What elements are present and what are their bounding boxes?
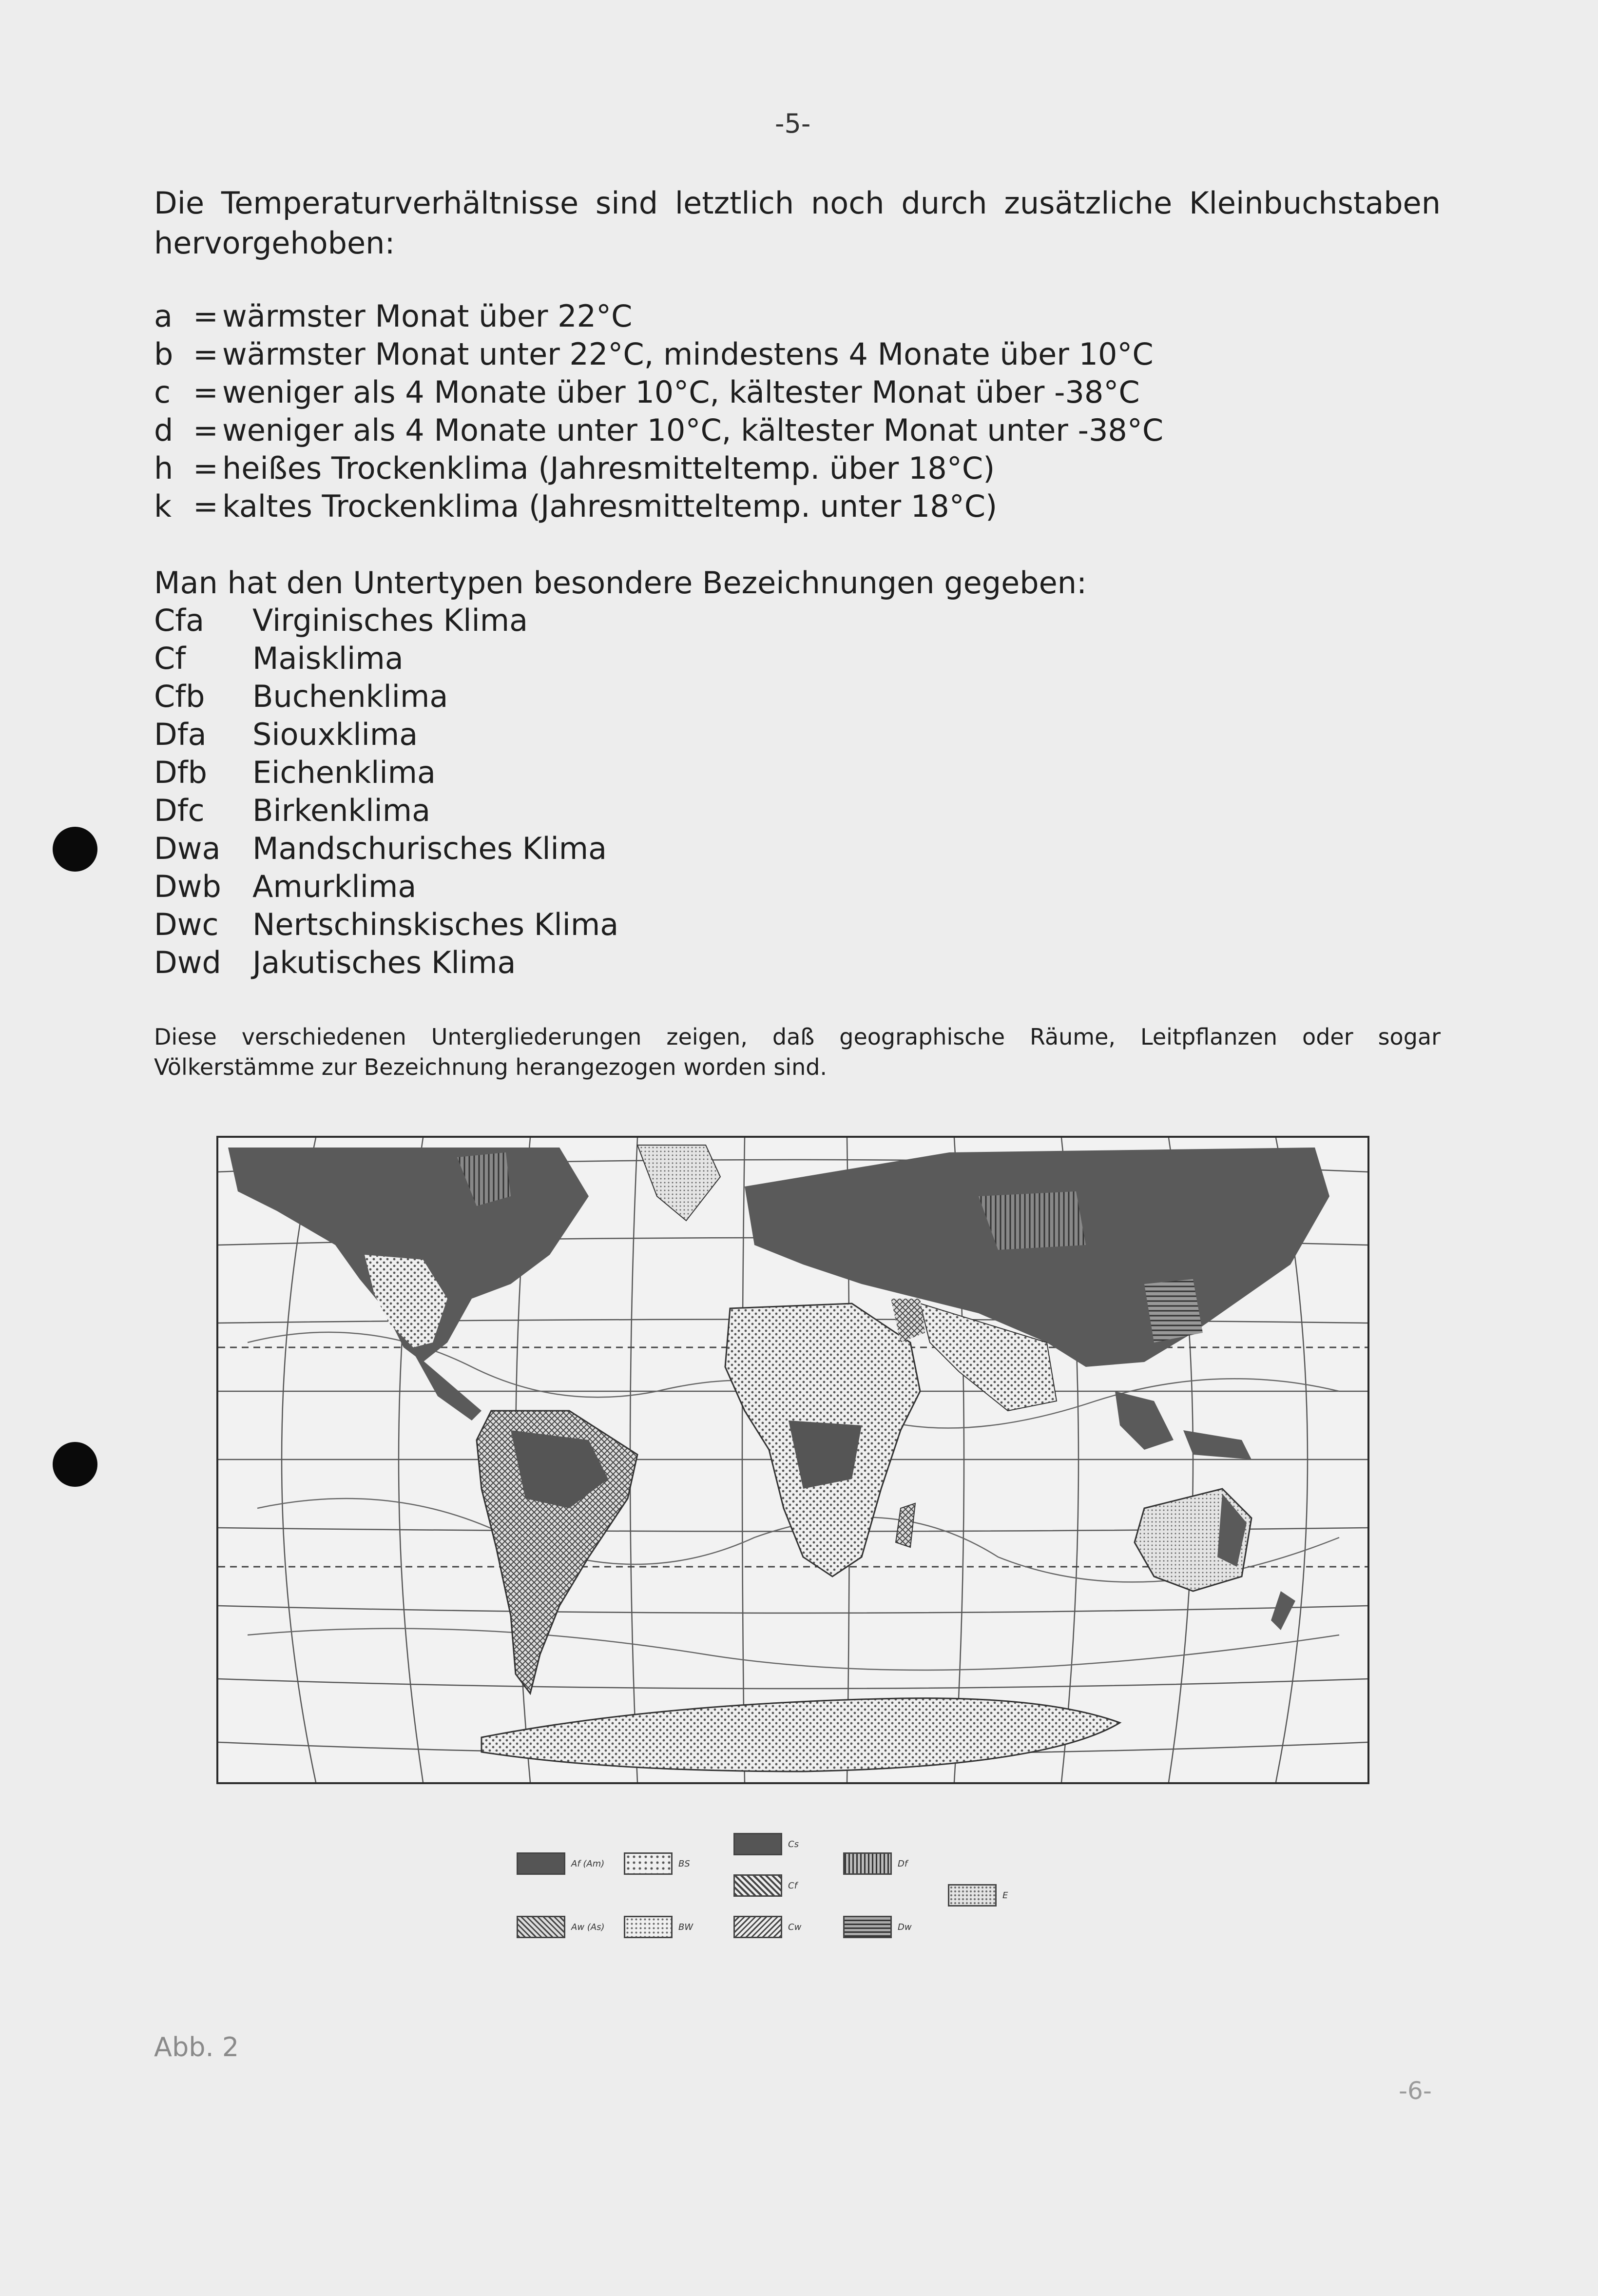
subtype-code: Dfa [154,717,207,752]
subtype-code: Dwb [154,869,221,904]
legend-label: Cf [788,1880,797,1891]
subtype-row [154,640,618,678]
subtype-code: Cfa [154,603,205,638]
legend-label: Af (Am) [571,1858,605,1869]
legend-swatch [948,1884,997,1907]
legend-item [517,1916,605,1938]
definition-key: d [154,412,173,448]
page-number: -5- [775,108,811,139]
legend-swatch [843,1916,892,1938]
definition-text: wärmster Monat über 22°C [222,298,633,334]
legend-item [843,1916,912,1938]
definition-row [154,335,1163,373]
subtype-code: Cf [154,641,186,676]
subtype-row [154,716,618,754]
subtypes-heading: Man hat den Untertypen besondere Bezeichnungen gegeben: [154,565,1087,601]
subtype-name: Siouxklima [252,717,418,752]
definition-list [154,297,1163,525]
subtype-name: Buchenklima [252,679,448,714]
definition-key: a [154,298,173,334]
legend-label: BW [678,1922,693,1932]
legend-label: Cs [788,1839,799,1849]
definition-key: c [154,374,171,410]
definition-row [154,373,1163,411]
definition-key: k [154,488,172,524]
note-paragraph: Diese verschiedenen Untergliederungen zeigen, daß geographische Räume, Leitpflanzen oder sogar Völkerstämme zur Bezeichnung herangezogen worden sind. [154,1024,1441,1080]
legend-item [733,1916,801,1938]
subtype-code: Dwa [154,831,221,866]
definition-equals: = [193,450,218,486]
subtype-name: Eichenklima [252,755,436,790]
definition-text: heißes Trockenklima (Jahresmitteltemp. über 18°C) [222,450,995,486]
subtype-row [154,944,618,982]
definition-key: b [154,336,173,372]
next-page-marker: -6- [1399,2077,1432,2105]
legend-swatch [517,1916,565,1938]
definition-row [154,487,1163,525]
definition-row [154,449,1163,487]
subtype-row [154,830,618,868]
subtype-name: Virginisches Klima [252,603,528,638]
punch-hole-upper [53,827,97,872]
subtype-row [154,602,618,640]
subtype-name: Jakutisches Klima [252,945,516,980]
figure-caption: Abb. 2 [154,2032,239,2063]
legend-label: Dw [898,1922,912,1932]
legend-item [624,1852,690,1875]
subtype-list [154,602,618,982]
definition-row [154,411,1163,449]
definition-text: weniger als 4 Monate unter 10°C, kältester Monat unter -38°C [222,412,1164,448]
legend-swatch [733,1874,782,1897]
subtype-code: Dfc [154,793,205,828]
definition-equals: = [193,412,218,448]
legend-label: E [1002,1890,1008,1901]
subtype-row [154,678,618,716]
definition-text: weniger als 4 Monate über 10°C, kältester Monat über -38°C [222,374,1140,410]
legend-swatch [624,1916,673,1938]
legend-item [843,1852,907,1875]
definition-text: wärmster Monat unter 22°C, mindestens 4 Monate über 10°C [222,336,1154,372]
legend-swatch [843,1852,892,1875]
legend-item [733,1833,799,1855]
punch-hole-lower [53,1442,97,1487]
legend-swatch [733,1833,782,1855]
map-legend [517,1839,1053,1950]
subtype-name: Mandschurisches Klima [252,831,607,866]
subtype-name: Birkenklima [252,793,431,828]
legend-label: Aw (As) [571,1922,605,1932]
definition-row [154,297,1163,335]
subtype-code: Dwc [154,907,219,942]
subtype-row [154,754,618,792]
definition-equals: = [193,488,218,524]
subtype-row [154,792,618,830]
legend-item [948,1884,1008,1907]
definition-text: kaltes Trockenklima (Jahresmitteltemp. unter 18°C) [222,488,998,524]
subtype-row [154,868,618,906]
subtype-code: Cfb [154,679,205,714]
subtype-code: Dfb [154,755,207,790]
legend-item [733,1874,797,1897]
legend-swatch [624,1852,673,1875]
definition-key: h [154,450,173,486]
legend-label: BS [678,1858,690,1869]
definition-equals: = [193,336,218,372]
legend-swatch [733,1916,782,1938]
subtype-name: Nertschinskisches Klima [252,907,619,942]
legend-item [517,1852,604,1875]
legend-item [624,1916,693,1938]
legend-swatch [517,1852,565,1875]
intro-paragraph: Die Temperaturverhältnisse sind letztlich noch durch zusätzliche Kleinbuchstaben hervorgehoben: [154,185,1441,261]
legend-label: Cw [788,1922,802,1932]
subtype-name: Maisklima [252,641,404,676]
subtype-code: Dwd [154,945,221,980]
subtype-row [154,906,618,944]
subtype-name: Amurklima [252,869,417,904]
legend-label: Df [898,1858,908,1869]
world-map-figure [218,1138,1367,1782]
definition-equals: = [193,298,218,334]
climate-world-map [216,1136,1369,1784]
definition-equals: = [193,374,218,410]
